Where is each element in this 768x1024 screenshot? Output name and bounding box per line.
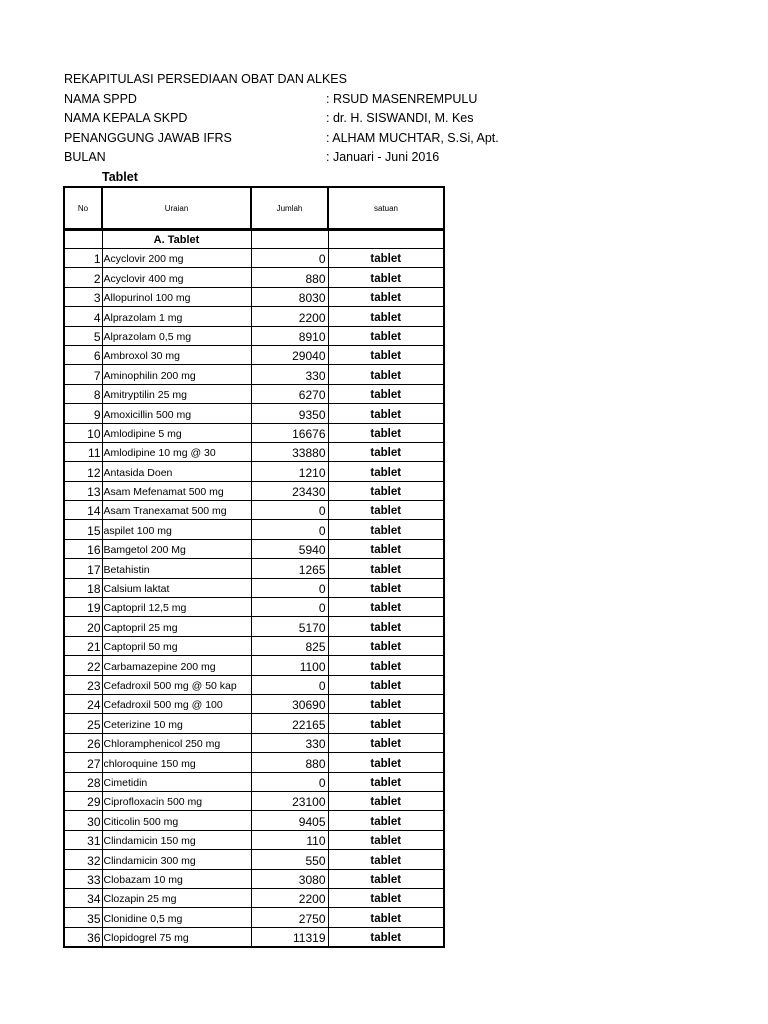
cell-jumlah: 1100 xyxy=(251,656,328,675)
cell-satuan: tablet xyxy=(328,772,444,791)
cell-jumlah: 5940 xyxy=(251,539,328,558)
cell-no: 25 xyxy=(64,714,102,733)
cell-uraian: Ceterizine 10 mg xyxy=(102,714,251,733)
cell-uraian: Asam Tranexamat 500 mg xyxy=(102,501,251,520)
header-row-sppd xyxy=(64,92,478,106)
cell-satuan: tablet xyxy=(328,326,444,345)
cell-no: 10 xyxy=(64,423,102,442)
cell-no: 23 xyxy=(64,675,102,694)
cell-satuan: tablet xyxy=(328,791,444,810)
cell-jumlah: 6270 xyxy=(251,384,328,403)
cell-no: 5 xyxy=(64,326,102,345)
cell-no: 7 xyxy=(64,365,102,384)
cell-no: 32 xyxy=(64,850,102,869)
cell-satuan: tablet xyxy=(328,811,444,830)
cell-uraian: Asam Mefenamat 500 mg xyxy=(102,481,251,500)
cell-uraian: Amitryptilin 25 mg xyxy=(102,384,251,403)
cell-satuan: tablet xyxy=(328,753,444,772)
cell-uraian: Alprazolam 1 mg xyxy=(102,307,251,326)
cell-no: 13 xyxy=(64,481,102,500)
cell-no: 21 xyxy=(64,636,102,655)
table-row xyxy=(64,694,444,713)
table-row xyxy=(64,481,444,500)
table-row xyxy=(64,578,444,597)
cell-satuan: tablet xyxy=(328,462,444,481)
cell-no: 8 xyxy=(64,384,102,403)
cell-uraian: Amoxicillin 500 mg xyxy=(102,404,251,423)
cell-satuan: tablet xyxy=(328,423,444,442)
cell-jumlah: 8030 xyxy=(251,287,328,306)
table-header-row xyxy=(64,187,444,230)
cell-uraian: Bamgetol 200 Mg xyxy=(102,539,251,558)
cell-satuan: tablet xyxy=(328,442,444,461)
table-subtitle: Tablet xyxy=(102,170,138,184)
table-row xyxy=(64,869,444,888)
table-row xyxy=(64,675,444,694)
table-row xyxy=(64,345,444,364)
table-row xyxy=(64,442,444,461)
table-row xyxy=(64,307,444,326)
cell-jumlah: 110 xyxy=(251,830,328,849)
report-title: REKAPITULASI PERSEDIAAN OBAT DAN ALKES xyxy=(64,72,347,86)
cell-satuan: tablet xyxy=(328,481,444,500)
cell-no: 20 xyxy=(64,617,102,636)
table-row xyxy=(64,772,444,791)
cell-jumlah: 9350 xyxy=(251,404,328,423)
cell-jumlah: 550 xyxy=(251,850,328,869)
col-header-jumlah: Jumlah xyxy=(251,187,328,230)
section-label: A. Tablet xyxy=(102,230,251,249)
cell-no: 18 xyxy=(64,578,102,597)
cell-uraian: Clozapin 25 mg xyxy=(102,888,251,907)
cell-uraian: aspilet 100 mg xyxy=(102,520,251,539)
cell-jumlah: 0 xyxy=(251,598,328,617)
header-row-penanggung xyxy=(64,131,499,145)
cell-jumlah: 3080 xyxy=(251,869,328,888)
table-row xyxy=(64,636,444,655)
cell-no: 17 xyxy=(64,559,102,578)
cell-jumlah: 330 xyxy=(251,365,328,384)
table-row xyxy=(64,326,444,345)
col-header-uraian: Uraian xyxy=(102,187,251,230)
cell-uraian: Calsium laktat xyxy=(102,578,251,597)
cell-uraian: Clonidine 0,5 mg xyxy=(102,908,251,927)
cell-satuan: tablet xyxy=(328,249,444,268)
table-row xyxy=(64,268,444,287)
cell-satuan: tablet xyxy=(328,598,444,617)
cell-no: 30 xyxy=(64,811,102,830)
header-value: : RSUD MASENREMPULU xyxy=(326,92,478,106)
col-header-satuan: satuan xyxy=(328,187,444,230)
cell-uraian: Allopurinol 100 mg xyxy=(102,287,251,306)
cell-uraian: Ciprofloxacin 500 mg xyxy=(102,791,251,810)
header-value: : Januari - Juni 2016 xyxy=(326,150,440,164)
cell-no: 31 xyxy=(64,830,102,849)
cell-uraian: Aminophilin 200 mg xyxy=(102,365,251,384)
table-row xyxy=(64,384,444,403)
cell-uraian: Antasida Doen xyxy=(102,462,251,481)
cell-no: 1 xyxy=(64,249,102,268)
cell-satuan: tablet xyxy=(328,694,444,713)
cell-no: 29 xyxy=(64,791,102,810)
cell-no: 26 xyxy=(64,733,102,752)
cell-uraian: Citicolin 500 mg xyxy=(102,811,251,830)
cell-satuan: tablet xyxy=(328,268,444,287)
cell-no: 11 xyxy=(64,442,102,461)
cell-satuan: tablet xyxy=(328,656,444,675)
cell-satuan: tablet xyxy=(328,714,444,733)
cell-satuan: tablet xyxy=(328,927,444,947)
table-row xyxy=(64,850,444,869)
cell-jumlah: 22165 xyxy=(251,714,328,733)
cell-satuan: tablet xyxy=(328,636,444,655)
section-cell-jumlah xyxy=(251,230,328,249)
cell-no: 4 xyxy=(64,307,102,326)
header-label: NAMA KEPALA SKPD xyxy=(64,111,188,125)
col-header-no: No xyxy=(64,187,102,230)
cell-no: 24 xyxy=(64,694,102,713)
cell-satuan: tablet xyxy=(328,675,444,694)
table-row xyxy=(64,559,444,578)
cell-uraian: Clindamicin 150 mg xyxy=(102,830,251,849)
cell-uraian: Cefadroxil 500 mg @ 50 kap xyxy=(102,675,251,694)
header-label: NAMA SPPD xyxy=(64,92,137,106)
cell-jumlah: 825 xyxy=(251,636,328,655)
cell-satuan: tablet xyxy=(328,559,444,578)
cell-no: 16 xyxy=(64,539,102,558)
table-row xyxy=(64,501,444,520)
cell-no: 35 xyxy=(64,908,102,927)
cell-jumlah: 0 xyxy=(251,772,328,791)
cell-uraian: Acyclovir 400 mg xyxy=(102,268,251,287)
cell-no: 27 xyxy=(64,753,102,772)
cell-jumlah: 880 xyxy=(251,753,328,772)
header-row-kepala xyxy=(64,111,474,125)
table-row xyxy=(64,830,444,849)
cell-satuan: tablet xyxy=(328,345,444,364)
cell-uraian: Clindamicin 300 mg xyxy=(102,850,251,869)
cell-uraian: Captopril 12,5 mg xyxy=(102,598,251,617)
cell-uraian: Amlodipine 5 mg xyxy=(102,423,251,442)
cell-satuan: tablet xyxy=(328,384,444,403)
table-row xyxy=(64,811,444,830)
cell-jumlah: 9405 xyxy=(251,811,328,830)
cell-uraian: Amlodipine 10 mg @ 30 xyxy=(102,442,251,461)
cell-uraian: Chloramphenicol 250 mg xyxy=(102,733,251,752)
inventory-table xyxy=(63,186,445,948)
cell-no: 15 xyxy=(64,520,102,539)
cell-jumlah: 30690 xyxy=(251,694,328,713)
cell-jumlah: 33880 xyxy=(251,442,328,461)
table-row xyxy=(64,714,444,733)
cell-jumlah: 2750 xyxy=(251,908,328,927)
cell-satuan: tablet xyxy=(328,617,444,636)
table-row xyxy=(64,462,444,481)
cell-satuan: tablet xyxy=(328,908,444,927)
cell-satuan: tablet xyxy=(328,888,444,907)
cell-jumlah: 29040 xyxy=(251,345,328,364)
table-row xyxy=(64,365,444,384)
cell-satuan: tablet xyxy=(328,830,444,849)
table-row xyxy=(64,753,444,772)
table-row xyxy=(64,423,444,442)
cell-satuan: tablet xyxy=(328,850,444,869)
table-row xyxy=(64,908,444,927)
table-row xyxy=(64,617,444,636)
table-row xyxy=(64,287,444,306)
cell-uraian: Betahistin xyxy=(102,559,251,578)
cell-jumlah: 880 xyxy=(251,268,328,287)
cell-jumlah: 1210 xyxy=(251,462,328,481)
cell-satuan: tablet xyxy=(328,307,444,326)
cell-satuan: tablet xyxy=(328,287,444,306)
cell-satuan: tablet xyxy=(328,501,444,520)
table-row xyxy=(64,520,444,539)
cell-satuan: tablet xyxy=(328,520,444,539)
table-row xyxy=(64,539,444,558)
section-cell-satuan xyxy=(328,230,444,249)
cell-satuan: tablet xyxy=(328,578,444,597)
cell-uraian: Cefadroxil 500 mg @ 100 xyxy=(102,694,251,713)
cell-jumlah: 23100 xyxy=(251,791,328,810)
cell-jumlah: 5170 xyxy=(251,617,328,636)
cell-satuan: tablet xyxy=(328,539,444,558)
cell-no: 6 xyxy=(64,345,102,364)
cell-satuan: tablet xyxy=(328,733,444,752)
cell-jumlah: 0 xyxy=(251,520,328,539)
cell-jumlah: 2200 xyxy=(251,888,328,907)
table-row xyxy=(64,598,444,617)
cell-no: 2 xyxy=(64,268,102,287)
cell-uraian: Captopril 50 mg xyxy=(102,636,251,655)
cell-jumlah: 0 xyxy=(251,578,328,597)
cell-jumlah: 0 xyxy=(251,501,328,520)
cell-no: 34 xyxy=(64,888,102,907)
header-label: BULAN xyxy=(64,150,106,164)
cell-jumlah: 16676 xyxy=(251,423,328,442)
cell-no: 14 xyxy=(64,501,102,520)
cell-no: 22 xyxy=(64,656,102,675)
cell-uraian: Alprazolam 0,5 mg xyxy=(102,326,251,345)
table-row xyxy=(64,927,444,947)
cell-uraian: Ambroxol 30 mg xyxy=(102,345,251,364)
cell-uraian: Captopril 25 mg xyxy=(102,617,251,636)
cell-jumlah: 0 xyxy=(251,675,328,694)
section-row xyxy=(64,230,444,249)
cell-no: 9 xyxy=(64,404,102,423)
cell-satuan: tablet xyxy=(328,869,444,888)
cell-no: 33 xyxy=(64,869,102,888)
cell-uraian: Acyclovir 200 mg xyxy=(102,249,251,268)
header-value: : dr. H. SISWANDI, M. Kes xyxy=(326,111,474,125)
cell-no: 36 xyxy=(64,927,102,947)
cell-jumlah: 0 xyxy=(251,249,328,268)
cell-uraian: Clobazam 10 mg xyxy=(102,869,251,888)
cell-no: 12 xyxy=(64,462,102,481)
cell-jumlah: 2200 xyxy=(251,307,328,326)
cell-uraian: Cimetidin xyxy=(102,772,251,791)
cell-jumlah: 330 xyxy=(251,733,328,752)
cell-satuan: tablet xyxy=(328,404,444,423)
cell-jumlah: 11319 xyxy=(251,927,328,947)
cell-uraian: chloroquine 150 mg xyxy=(102,753,251,772)
section-cell-no xyxy=(64,230,102,249)
header-label: PENANGGUNG JAWAB IFRS xyxy=(64,131,232,145)
header-row-bulan xyxy=(64,150,440,164)
header-value: : ALHAM MUCHTAR, S.Si, Apt. xyxy=(326,131,499,145)
table-row xyxy=(64,404,444,423)
table-row xyxy=(64,888,444,907)
cell-no: 28 xyxy=(64,772,102,791)
cell-jumlah: 1265 xyxy=(251,559,328,578)
table-row xyxy=(64,791,444,810)
cell-jumlah: 8910 xyxy=(251,326,328,345)
cell-uraian: Carbamazepine 200 mg xyxy=(102,656,251,675)
cell-no: 19 xyxy=(64,598,102,617)
table-row xyxy=(64,656,444,675)
cell-satuan: tablet xyxy=(328,365,444,384)
table-row xyxy=(64,733,444,752)
cell-uraian: Clopidogrel 75 mg xyxy=(102,927,251,947)
cell-no: 3 xyxy=(64,287,102,306)
table-row xyxy=(64,249,444,268)
cell-jumlah: 23430 xyxy=(251,481,328,500)
